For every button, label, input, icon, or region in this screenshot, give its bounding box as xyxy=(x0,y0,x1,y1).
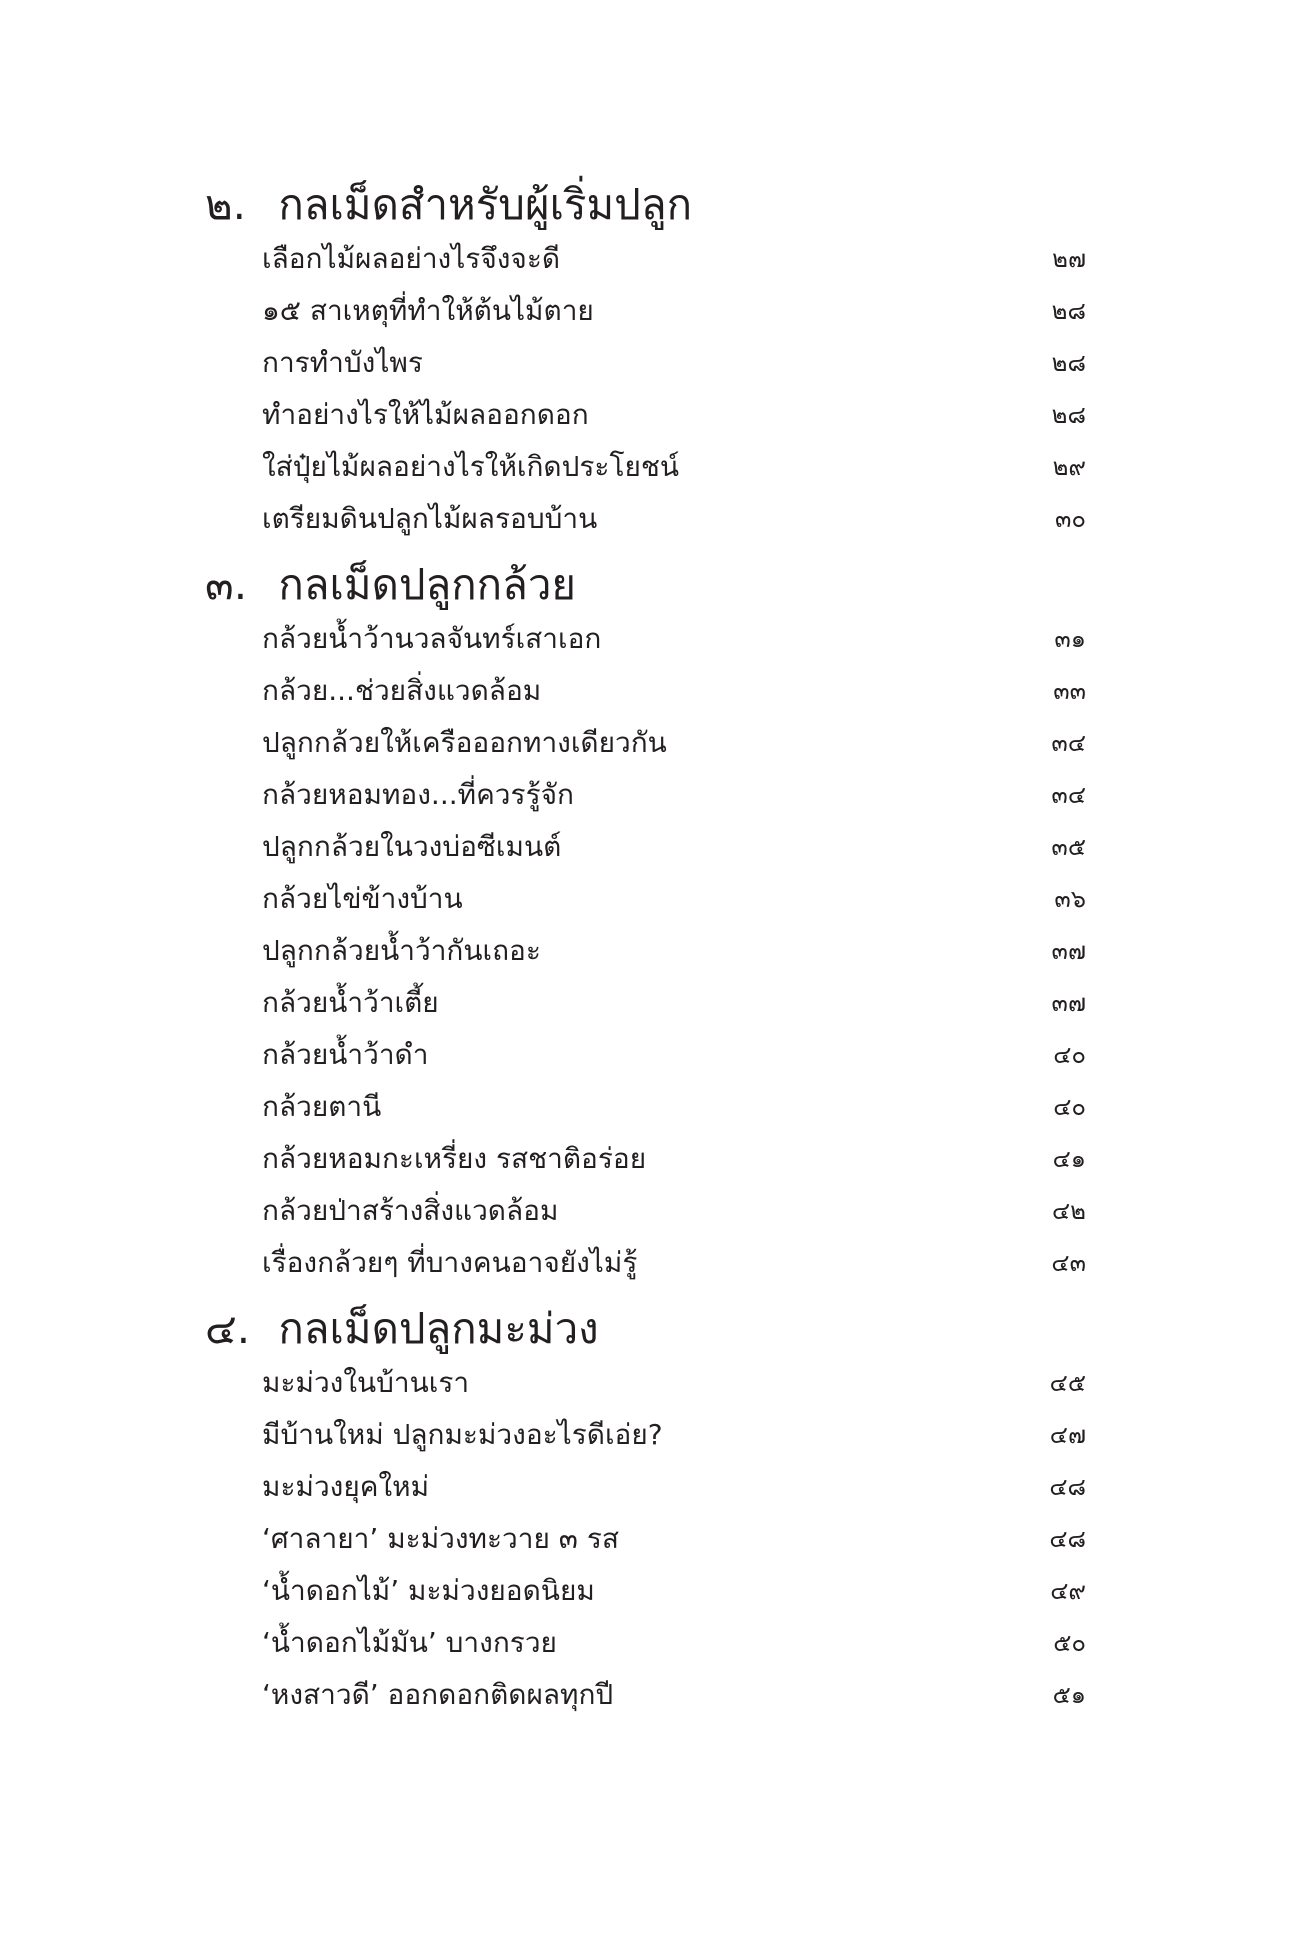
entry-page-number: ๔๐ xyxy=(1053,1041,1086,1069)
section-title: กลเม็ดปลูกมะม่วง xyxy=(278,1304,599,1353)
toc-entry xyxy=(262,977,1086,1029)
section-title: กลเม็ดสำหรับผู้เริ่มปลูก xyxy=(278,180,693,229)
entry-page-number: ๔๗ xyxy=(1049,1421,1086,1449)
entry-title: ปลูกกล้วยให้เครือออกทางเดียวกัน xyxy=(262,726,667,759)
toc-entry xyxy=(262,337,1086,389)
entry-title: กล้วยน้ำว้านวลจันทร์เสาเอก xyxy=(262,622,602,655)
entry-title: ๑๕ สาเหตุที่ทำให้ต้นไม้ตาย xyxy=(262,294,594,327)
entry-page-number: ๔๒ xyxy=(1052,1197,1086,1225)
entry-title: ใส่ปุ๋ยไม้ผลอย่างไรให้เกิดประโยชน์ xyxy=(262,450,680,483)
toc-entry xyxy=(262,1565,1086,1617)
entry-page-number: ๔๙ xyxy=(1050,1577,1086,1605)
toc-entry xyxy=(262,441,1086,493)
toc-entry xyxy=(262,925,1086,977)
entry-title: ‘น้ำดอกไม้มัน’ บางกรวย xyxy=(262,1626,557,1659)
entry-title: กล้วยไข่ข้างบ้าน xyxy=(262,882,463,915)
toc-entry xyxy=(262,1357,1086,1409)
toc-entry xyxy=(262,233,1086,285)
toc-entry xyxy=(262,1513,1086,1565)
entry-page-number: ๓๕ xyxy=(1051,833,1086,861)
toc-entry xyxy=(262,1081,1086,1133)
entry-title: กล้วยหอมทอง...ที่ควรรู้จัก xyxy=(262,778,574,811)
entry-title: ‘ศาลายา’ มะม่วงทะวาย ๓ รส xyxy=(262,1522,619,1555)
entry-title: กล้วยป่าสร้างสิ่งแวดล้อม xyxy=(262,1194,559,1227)
section-number: ๔. xyxy=(205,1304,251,1353)
entry-title: มีบ้านใหม่ ปลูกมะม่วงอะไรดีเอ่ย? xyxy=(262,1418,663,1451)
toc-entry xyxy=(262,1669,1086,1721)
entry-title: เลือกไม้ผลอย่างไรจึงจะดี xyxy=(262,242,561,275)
section-number: ๓. xyxy=(205,560,248,609)
entry-page-number: ๒๘ xyxy=(1051,401,1086,429)
entry-page-number: ๒๙ xyxy=(1052,453,1086,481)
entry-title: กล้วยตานี xyxy=(262,1090,382,1123)
section-title: กลเม็ดปลูกกล้วย xyxy=(278,560,577,609)
entry-title: ‘หงสาวดี’ ออกดอกติดผลทุกปี xyxy=(262,1678,614,1711)
toc-entry xyxy=(262,493,1086,545)
entry-page-number: ๔๐ xyxy=(1053,1093,1086,1121)
toc-entry xyxy=(262,1185,1086,1237)
entry-page-number: ๓๖ xyxy=(1054,885,1086,913)
section-heading xyxy=(205,177,692,233)
toc-entry xyxy=(262,1133,1086,1185)
section-number: ๒. xyxy=(205,180,247,229)
entry-page-number: ๒๘ xyxy=(1051,297,1086,325)
entry-page-number: ๓๗ xyxy=(1051,989,1086,1017)
entry-page-number: ๔๓ xyxy=(1051,1249,1086,1277)
toc-entry xyxy=(262,769,1086,821)
toc-entry xyxy=(262,1237,1086,1289)
entry-page-number: ๓๔ xyxy=(1051,781,1086,809)
toc-entry xyxy=(262,873,1086,925)
entry-page-number: ๔๘ xyxy=(1049,1525,1086,1553)
toc-entry xyxy=(262,1617,1086,1669)
toc-entry xyxy=(262,665,1086,717)
toc-entry xyxy=(262,821,1086,873)
toc-entry xyxy=(262,1409,1086,1461)
entry-page-number: ๓๓ xyxy=(1053,677,1086,705)
entry-title: เรื่องกล้วยๆ ที่บางคนอาจยังไม่รู้ xyxy=(262,1246,638,1279)
toc-entry xyxy=(262,389,1086,441)
entry-page-number: ๓๔ xyxy=(1051,729,1086,757)
entry-page-number: ๔๕ xyxy=(1049,1369,1086,1397)
toc-entry xyxy=(262,1029,1086,1081)
entry-title: การทำบังไพร xyxy=(262,346,423,379)
entry-title: กล้วยน้ำว้าดำ xyxy=(262,1038,429,1071)
entry-title: กล้วยน้ำว้าเตี้ย xyxy=(262,986,439,1019)
entry-page-number: ๓๗ xyxy=(1051,937,1086,965)
entry-page-number: ๕๐ xyxy=(1053,1629,1086,1657)
entry-page-number: ๕๑ xyxy=(1052,1681,1086,1709)
entry-title: ปลูกกล้วยน้ำว้ากันเถอะ xyxy=(262,934,541,967)
entry-title: มะม่วงในบ้านเรา xyxy=(262,1366,470,1399)
section-heading xyxy=(205,1301,599,1357)
entry-page-number: ๔๑ xyxy=(1052,1145,1086,1173)
entry-page-number: ๒๘ xyxy=(1051,349,1086,377)
entry-title: มะม่วงยุคใหม่ xyxy=(262,1470,430,1503)
entry-title: ทำอย่างไรให้ไม้ผลออกดอก xyxy=(262,398,589,431)
section-heading xyxy=(205,557,576,613)
entry-page-number: ๒๗ xyxy=(1052,245,1086,273)
entry-title: ‘น้ำดอกไม้’ มะม่วงยอดนิยม xyxy=(262,1574,595,1607)
entry-page-number: ๓๐ xyxy=(1054,505,1086,533)
entry-page-number: ๔๘ xyxy=(1049,1473,1086,1501)
entry-title: กล้วย...ช่วยสิ่งแวดล้อม xyxy=(262,674,542,707)
entry-title: กล้วยหอมกะเหรี่ยง รสชาติอร่อย xyxy=(262,1142,647,1175)
toc-entry xyxy=(262,613,1086,665)
toc-entry xyxy=(262,285,1086,337)
entry-page-number: ๓๑ xyxy=(1054,625,1086,653)
entry-title: ปลูกกล้วยในวงบ่อซีเมนต์ xyxy=(262,830,562,863)
toc-entry xyxy=(262,717,1086,769)
toc-entry xyxy=(262,1461,1086,1513)
entry-title: เตรียมดินปลูกไม้ผลรอบบ้าน xyxy=(262,502,598,535)
